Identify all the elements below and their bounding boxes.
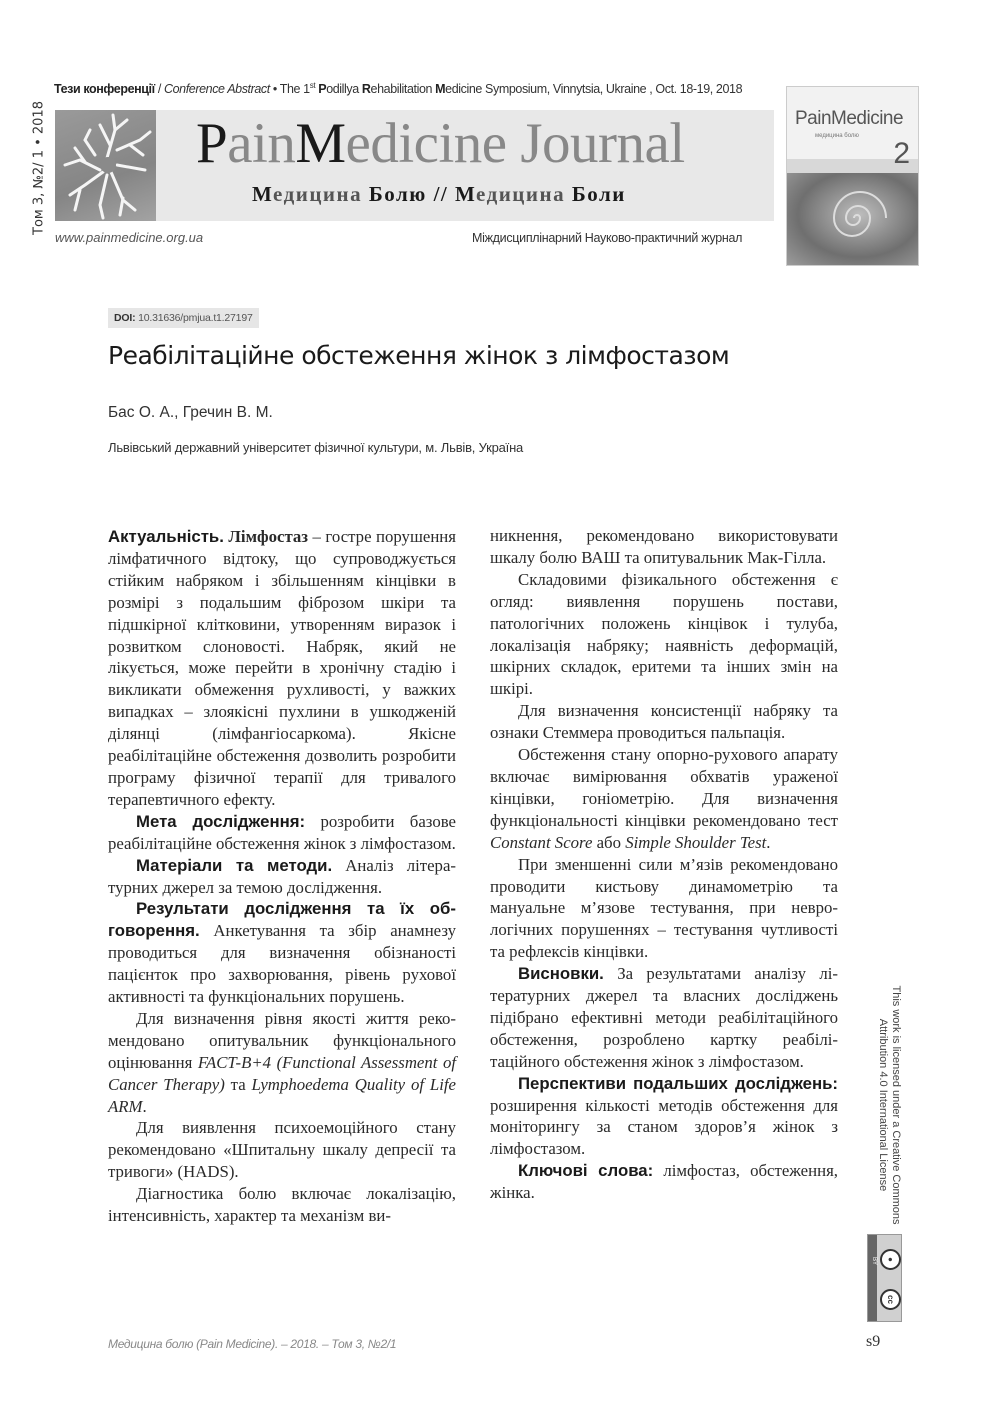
paragraph-aim <box>108 811 456 855</box>
text-qol-lymphoedema: Lymphoedema Quality of Life ARM <box>108 1074 456 1116</box>
conference-line: Тези конференції / Conference Abstract • The 1st Podillya Rehabilitation Medicine Symposium, Vinnytsia, Ukraine , Oct. 18-19, 2018 <box>54 80 743 96</box>
paragraph-relevance <box>108 526 456 811</box>
text-relevance: – гостре порушення лімфатичного відтоку, що супроводжується стійким набряком і збільшенням кінцівки в розмірі з подальшим фіброзом шкіри та підшкірної клітковини, утворенням виразок і розвитком слоновості. Набряк, який не лікується, може перейти в хронічну стадію і викликати обмеження рухливості, у важких випадках – злоякісні пухлини в ушкодженій ділянці (лімфангіосаркома). Якісне реабілітаційне обстеження дозволить розробити програму фізичної терапії для тривалого терапевтичного ефекту. <box>108 527 456 809</box>
title-word-ain: ain <box>227 112 296 175</box>
doi-label: DOI: <box>114 312 136 324</box>
conference-label: Тези конференції <box>54 82 155 96</box>
conf-rest: edicine Symposium, Vinnytsia, Ukraine , Oct. 18-19, 2018 <box>445 82 743 96</box>
website-link[interactable]: www.painmedicine.org.ua <box>55 230 204 245</box>
subtitle-separator: // <box>433 182 449 206</box>
cover-subtitle: медицина болю <box>815 133 859 139</box>
neuron-icon <box>55 110 156 221</box>
doi-value: 10.31636/pmjua.t1.27197 <box>138 312 253 324</box>
paragraph-physical-exam: Складовими фізикального обстеження є огляд: виявлення порушень постави, патологічних положень кінцівок і тулуба, локалізація набряку; наявність деформацій, шкірних складок, еритеми та інших змін на шкірі. <box>490 569 838 699</box>
text-qol-3: . <box>142 1096 147 1116</box>
subtitle-word-1: едицина <box>273 182 363 206</box>
subtitle-initial-1: М <box>252 182 274 206</box>
paragraph-results <box>108 898 456 1008</box>
neuron-logo-image <box>55 110 156 221</box>
journal-subtitle <box>252 180 626 208</box>
cc-logo-icon: cc <box>880 1289 901 1310</box>
conf-initial-p: P <box>318 82 327 96</box>
subtitle-word-2: Болю <box>368 182 427 206</box>
cover-issue-number: 2 <box>893 137 910 170</box>
subtitle-word-4: Боли <box>571 182 626 206</box>
heading-conclusions: Висновки. <box>518 964 604 984</box>
heading-results: Результати дослідження та їх обговорення. <box>108 899 456 941</box>
conference-sup: st <box>309 80 316 90</box>
text-musculo-1: Обстеження стану опорно-рухового апарату включає вимірювання обхватів ураженої кінцівки, гоніометрію. Для визначення функціональності кінцівки рекомендовано тест <box>490 745 838 830</box>
paragraph-prospects <box>490 1073 838 1161</box>
cc-person-icon: ● <box>880 1249 901 1270</box>
license-notice <box>872 985 906 1225</box>
cover-title: PainMedicine <box>795 108 904 129</box>
text-musculo-3: . <box>766 832 771 852</box>
subtitle-initial-3: М <box>454 182 477 206</box>
paragraph-psych: Для виявлення психоемоційного стану рекомендовано «Шпитальну шкалу депресії та тривоги» (HADS). <box>108 1118 456 1182</box>
footer-citation: Медицина болю (Pain Medicine). – 2018. – Том 3, №2/1 <box>108 1337 397 1351</box>
paragraph-methods <box>108 855 456 899</box>
conf-word-podillya: odillya <box>326 82 362 96</box>
paragraph-pain: Діагностика болю включає локалізацію, інтенсивність, характер та механізм ви- <box>108 1184 456 1226</box>
title-letter-p: P <box>196 112 228 175</box>
license-line-2: Attribution 4.0 International License <box>877 1018 889 1192</box>
text-keywords: лімфостаз, обстеження, жінка. <box>490 1161 838 1203</box>
cc-by-badge[interactable] <box>867 1234 902 1322</box>
text-aim: розробити базове реабілітаційне обстеження жінок з лімфостазом. <box>108 811 456 853</box>
body-column-left <box>108 526 456 1227</box>
conf-word-rehab: ehabilitation <box>370 82 436 96</box>
text-simple-shoulder: Simple Shoulder Test <box>625 832 767 852</box>
journal-cover-image <box>786 86 919 266</box>
text-musculo-2: або <box>592 832 626 852</box>
conf-initial-r: R <box>361 82 371 96</box>
cover-shell-photo <box>787 173 918 265</box>
text-qol-1: Для визначення рівня якості життя рекомендовано опитувальник функціонального оцінювання <box>108 1008 456 1072</box>
volume-issue-text: Том 3, №2/ 1 • 2018 <box>31 100 47 235</box>
paragraph-musculoskeletal <box>490 744 838 854</box>
heading-aim: Мета дослідження: <box>136 811 306 831</box>
term-lymphostasis: Лімфостаз <box>228 527 309 546</box>
cc-badge-strip <box>868 1235 877 1321</box>
page-number: s9 <box>866 1333 881 1350</box>
heading-methods: Матеріали та методи. <box>136 855 333 875</box>
heading-relevance: Актуальність. <box>108 527 224 546</box>
conference-label-en: Conference Abstract <box>163 82 270 96</box>
license-line-1: This work is licensed under a Creative Commons <box>890 985 902 1225</box>
text-conclusions: За результатами аналізу літературних джерел та власних досліджень підібрано ефективні методи реабілітаційного обстеження, розроблено картку реабілітаційного обстеження жінок з лімфостазом. <box>490 964 838 1071</box>
body-column-right <box>490 525 838 1204</box>
paragraph-keywords <box>490 1160 838 1204</box>
paragraph-stemmer: Для визначення консистенції набряку та ознаки Стеммера проводиться пальпація. <box>490 701 838 743</box>
journal-title <box>196 112 685 176</box>
text-methods: Аналіз літературних джерел за темою дослідження. <box>108 855 456 897</box>
conference-prefix: The 1 <box>279 82 310 96</box>
text-constant-score: Constant Score <box>490 832 593 852</box>
cc-by-label: BY <box>871 1257 877 1266</box>
text-results: Анкетування та збір анамнезу проводиться для визначення обізнаності пацієнток про захворювання, рівень рухової активності та функціональних порушень. <box>108 921 456 1007</box>
conf-initial-m: M <box>435 82 446 96</box>
paragraph-quality-of-life <box>108 1008 456 1118</box>
paragraph-conclusions <box>490 963 838 1073</box>
article-authors: Бас О. А., Гречин В. М. <box>108 404 273 421</box>
shell-icon <box>787 173 918 265</box>
paragraph-pain-continued: никнення, рекомендовано використовувати шкалу болю ВАШ та опитувальник Мак-Гілла. <box>490 526 838 567</box>
text-qol-2: та <box>224 1074 252 1094</box>
subtitle-word-3: едицина <box>476 182 566 206</box>
text-qol-fact: FACT-B+4 (Functional Assessment of Cancer Therapy) <box>108 1052 456 1094</box>
heading-prospects: Перспективи подальших досліджень: <box>518 1073 838 1093</box>
heading-keywords: Ключові слова: <box>518 1161 654 1181</box>
text-prospects: розширення кількості методів обстеження для моніторингу за станом здоров’я жінок з лімфостазом. <box>490 1095 838 1159</box>
volume-issue-side <box>29 100 49 235</box>
journal-tagline: Міждисциплінарний Науково-практичний журнал <box>472 231 743 245</box>
title-word-edicine-journal: edicine Journal <box>345 112 685 175</box>
doi-badge[interactable] <box>108 308 259 328</box>
title-letter-m: M <box>295 112 346 175</box>
article-title: Реабілітаційне обстеження жінок з лімфостазом <box>108 341 730 370</box>
paragraph-strength: При зменшенні сили м’язів рекомендовано проводити кистьову динамометрію та мануальне м’язове тестування, при неврологічних порушеннях – тестування чутливості та рефлексів кінцівки. <box>490 854 838 962</box>
article-affiliation: Львівський державний університет фізичної культури, м. Львів, Україна <box>108 440 524 455</box>
